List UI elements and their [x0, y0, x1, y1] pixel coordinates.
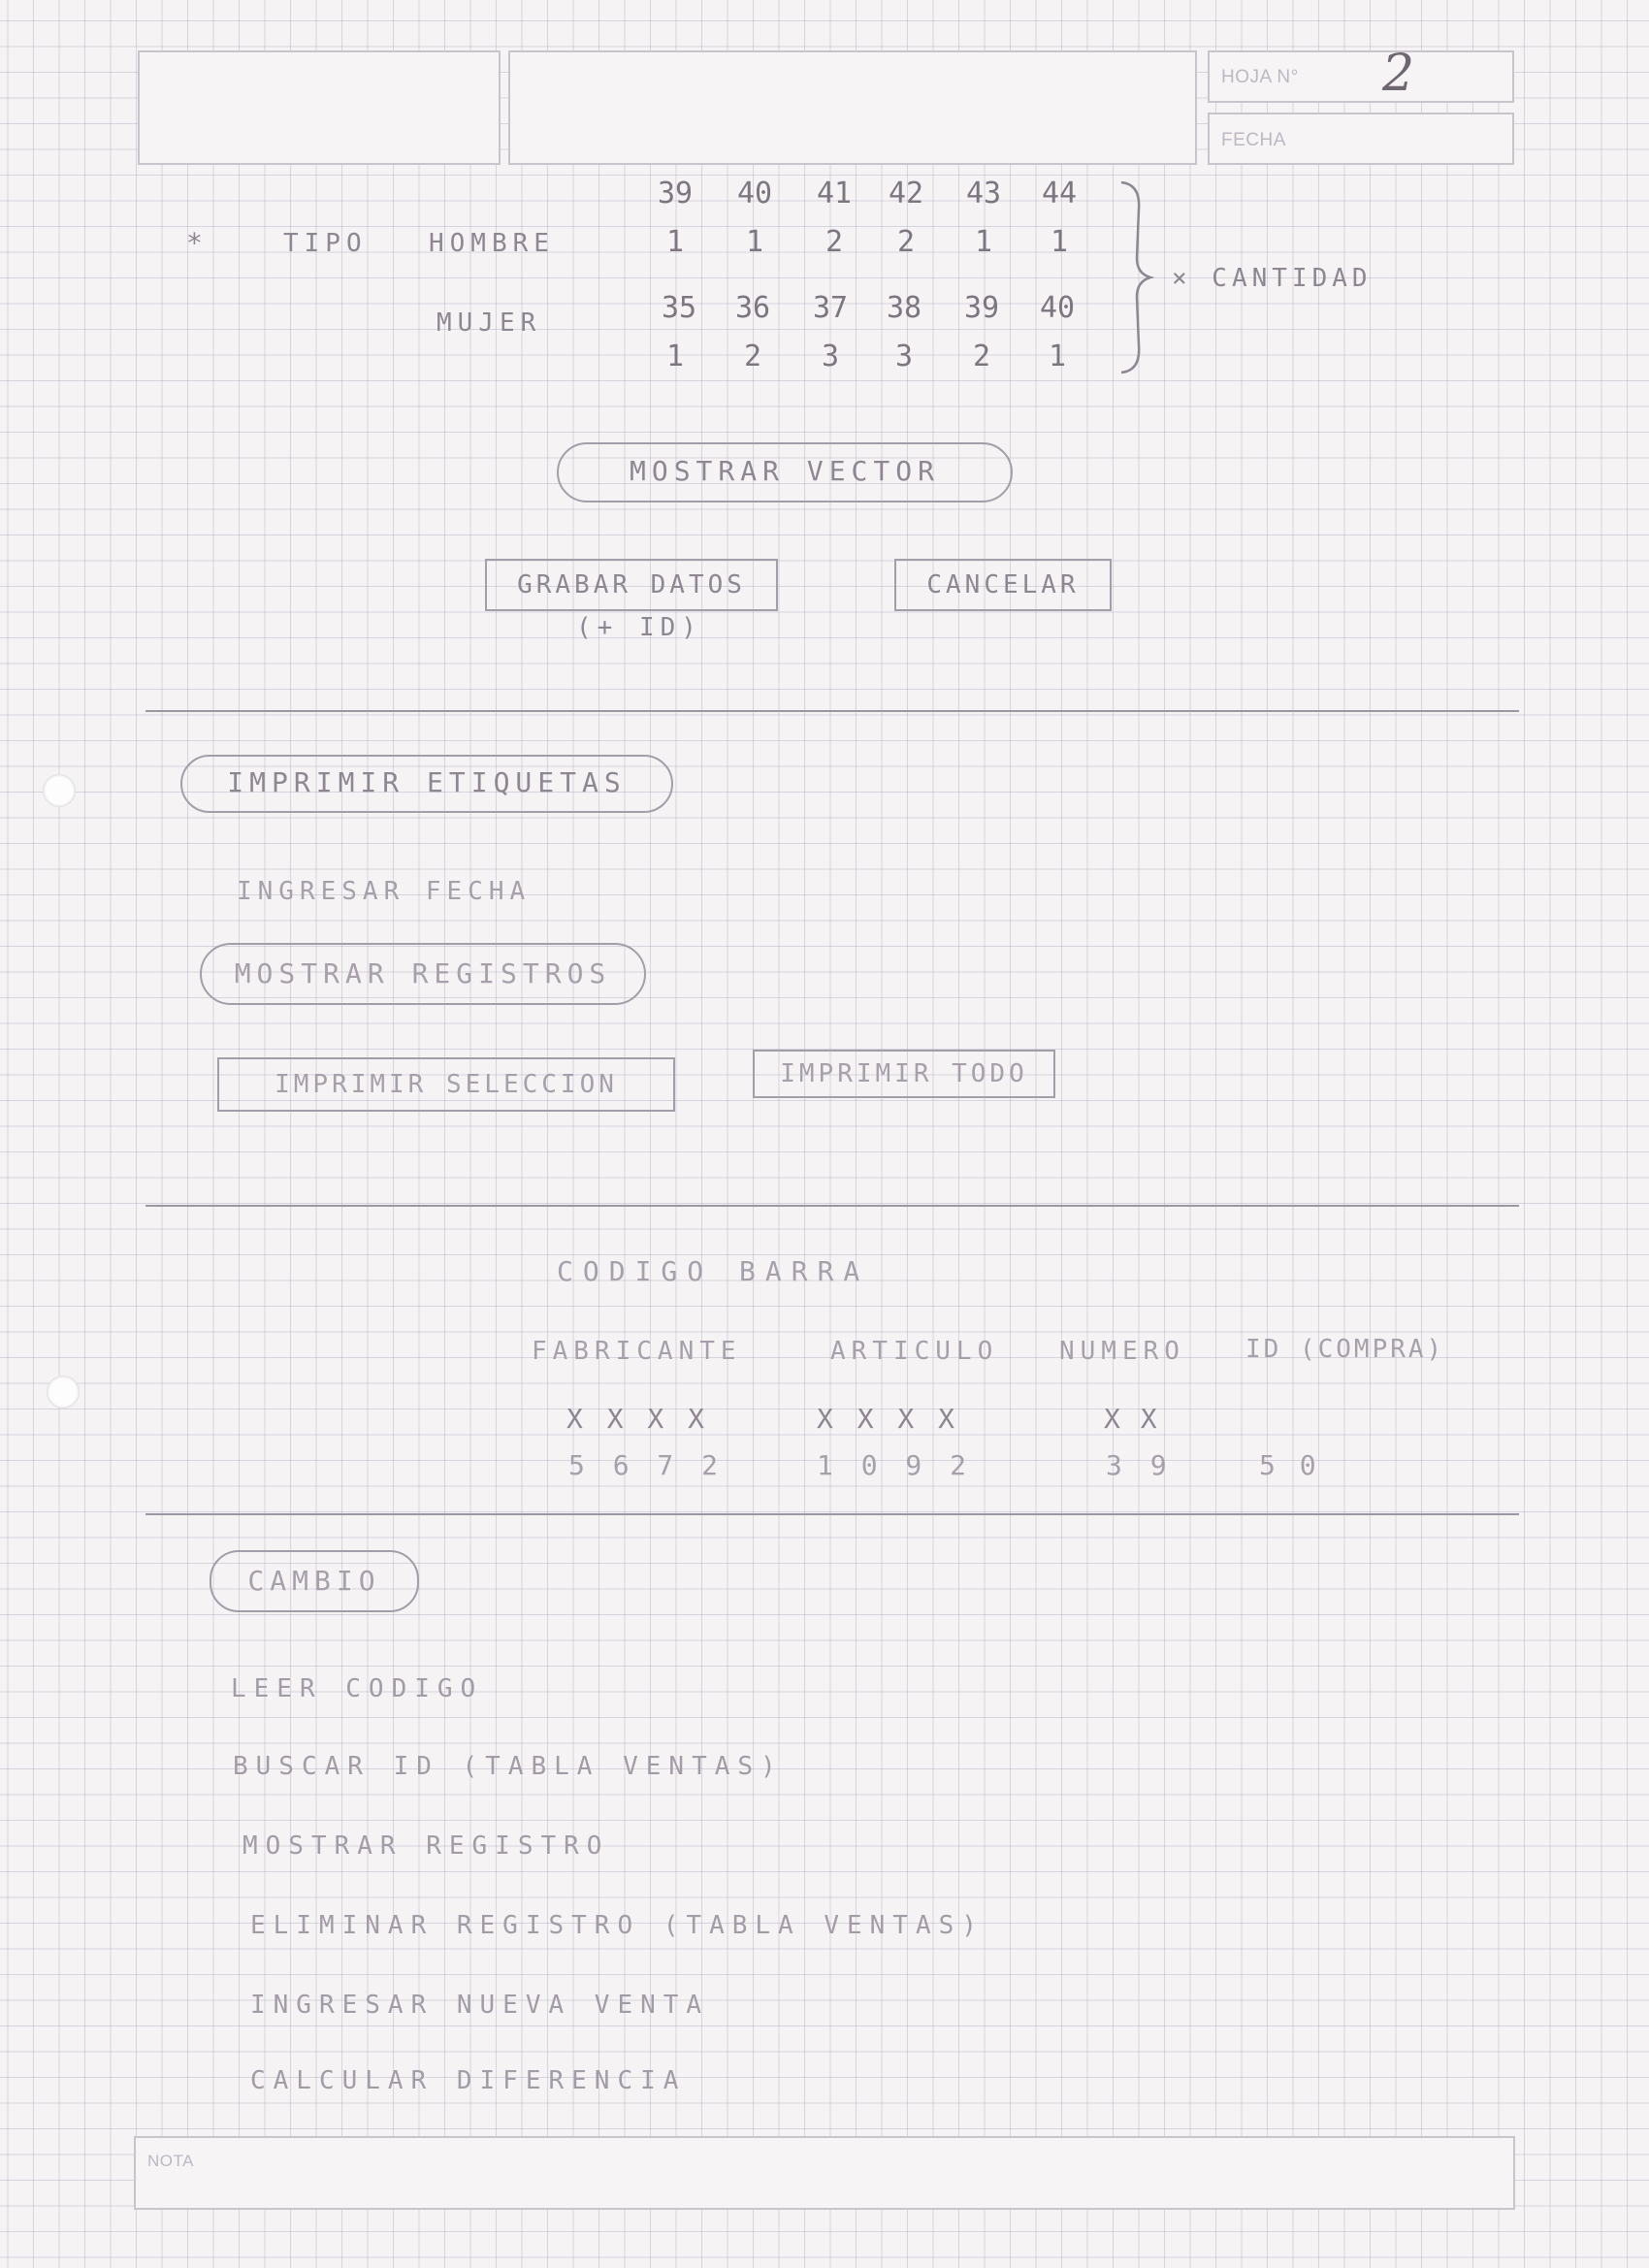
mostrar-vector-label: MOSTRAR VECTOR	[629, 455, 940, 487]
header-box-center	[508, 50, 1197, 165]
example-fabricante: 5 6 7 2	[568, 1449, 725, 1481]
cambio-step: MOSTRAR REGISTRO	[242, 1831, 610, 1861]
binder-hole-bottom	[47, 1376, 80, 1409]
example-numero: 3 9	[1106, 1449, 1173, 1481]
date-box	[1208, 113, 1514, 165]
cambio-step: INGRESAR NUEVA VENTA	[250, 1991, 710, 2020]
imprimir-seleccion-button[interactable]	[217, 1057, 675, 1112]
mask-numero: X X	[1104, 1403, 1159, 1435]
quantity-cell: 3	[821, 340, 840, 373]
cantidad-note: × CANTIDAD	[1172, 264, 1373, 293]
date-label: FECHA	[1221, 130, 1286, 150]
sheet-number-box	[1208, 45, 1514, 103]
cancelar-label: CANCELAR	[926, 570, 1080, 599]
sheet-number: 2	[1382, 45, 1415, 103]
size-cell: 35	[661, 291, 697, 325]
quantity-cell: 1	[745, 225, 764, 259]
quantity-cell: 2	[743, 340, 762, 373]
col-id: ID (COMPRA)	[1245, 1335, 1445, 1364]
quantity-cell: 1	[1048, 340, 1067, 373]
imprimir-etiquetas-label: IMPRIMIR ETIQUETAS	[227, 766, 627, 798]
section-divider	[146, 1513, 1519, 1515]
imprimir-todo-button[interactable]	[753, 1050, 1055, 1098]
size-cell: 40	[736, 177, 773, 211]
size-cell: 39	[963, 291, 1000, 325]
col-numero: NUMERO	[1059, 1337, 1185, 1366]
grabar-datos-label: GRABAR DATOS	[517, 570, 746, 599]
imprimir-todo-label: IMPRIMIR TODO	[780, 1059, 1028, 1088]
size-cell: 42	[888, 177, 924, 211]
size-cell: 37	[812, 291, 849, 325]
ingresar-fecha-step: INGRESAR FECHA	[237, 877, 532, 906]
size-cell: 44	[1041, 177, 1078, 211]
cambio-button[interactable]	[210, 1550, 419, 1612]
quantity-cell: 2	[824, 225, 844, 259]
quantity-cell: 1	[665, 225, 685, 259]
size-cell: 40	[1039, 291, 1076, 325]
hombre-label: HOMBRE	[429, 229, 555, 258]
nota-label: NOTA	[147, 2152, 194, 2170]
cambio-step: BUSCAR ID (TABLA VENTAS)	[233, 1752, 784, 1781]
mujer-label: MUJER	[436, 308, 542, 338]
quantity-cell: 2	[972, 340, 991, 373]
quantity-cell: 3	[894, 340, 914, 373]
size-cell: 39	[657, 177, 694, 211]
imprimir-etiquetas-button[interactable]	[180, 755, 673, 813]
size-cell: 41	[816, 177, 853, 211]
brace-icon	[1116, 180, 1164, 374]
size-cell: 36	[734, 291, 771, 325]
example-id: 5 0	[1259, 1449, 1320, 1481]
asterisk: *	[186, 227, 209, 259]
quantity-cell: 2	[896, 225, 916, 259]
cambio-step: CALCULAR DIFERENCIA	[250, 2066, 687, 2095]
mask-fabricante: X X X X	[566, 1403, 709, 1435]
header-box-left	[138, 50, 501, 165]
cambio-step: ELIMINAR REGISTRO (TABLA VENTAS)	[250, 1911, 985, 1940]
size-cell: 43	[965, 177, 1002, 211]
quantity-cell: 1	[1050, 225, 1069, 259]
mostrar-registros-button[interactable]	[200, 943, 646, 1005]
sheet-label: HOJA N°	[1221, 67, 1299, 87]
quantity-cell: 1	[974, 225, 993, 259]
mostrar-registros-label: MOSTRAR REGISTROS	[234, 957, 612, 989]
imprimir-seleccion-label: IMPRIMIR SELECCION	[275, 1070, 618, 1099]
col-fabricante: FABRICANTE	[532, 1337, 742, 1366]
tipo-label: TIPO	[283, 229, 368, 258]
note-box	[134, 2136, 1515, 2210]
col-articulo: ARTICULO	[830, 1337, 999, 1366]
mask-articulo: X X X X	[817, 1403, 959, 1435]
quantity-cell: 1	[665, 340, 685, 373]
codigo-barra-title: CODIGO BARRA	[557, 1255, 870, 1287]
section-divider	[146, 710, 1519, 712]
binder-hole-top	[43, 774, 76, 807]
size-cell: 38	[886, 291, 922, 325]
grabar-datos-note: (+ ID)	[576, 613, 702, 642]
cancelar-button[interactable]	[894, 559, 1112, 611]
grabar-datos-button[interactable]	[485, 559, 778, 611]
mostrar-vector-button[interactable]	[557, 442, 1013, 502]
example-articulo: 1 0 9 2	[817, 1449, 973, 1481]
cambio-step: LEER CODIGO	[231, 1674, 484, 1703]
cambio-label: CAMBIO	[247, 1565, 381, 1597]
section-divider	[146, 1205, 1519, 1207]
